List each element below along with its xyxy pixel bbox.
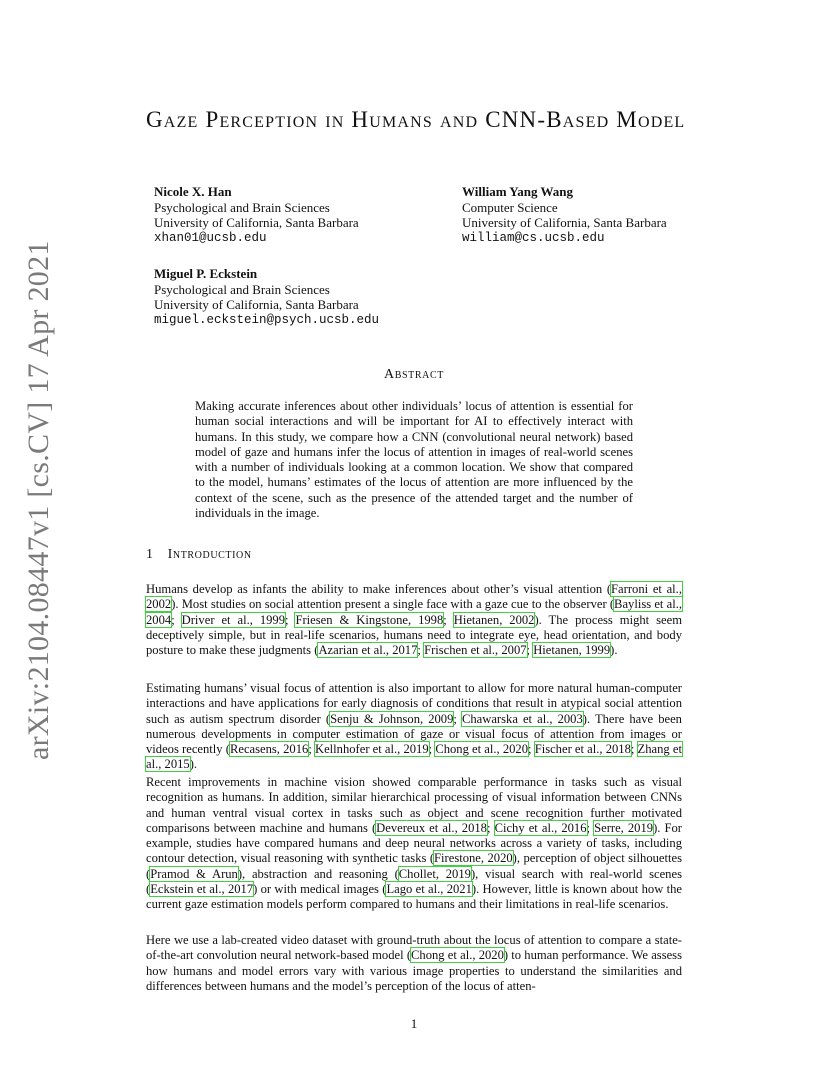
author-email[interactable]: miguel.eckstein@psych.ucsb.edu (154, 312, 380, 327)
arxiv-identifier-stamp: arXiv:2104.08447v1 [cs.CV] 17 Apr 2021 (22, 240, 55, 760)
citation-link[interactable]: Chong et al., 2020 (435, 742, 529, 757)
citation-link[interactable]: Farroni et al., 2002 (146, 582, 682, 612)
author-block (154, 266, 379, 328)
abstract-heading: Abstract (384, 367, 444, 382)
body-paragraph: Here we use a lab-created video dataset with ground-truth about the locus of attention to compare a state-of-the-art convolution neural network-based model (Chong et al., 2020) to human performance. We assess how humans and model errors vary with various image properties to understand the similarities and differences between humans and the model’s perception of the locus of atten- (146, 933, 682, 993)
page-number: 1 (410, 1016, 418, 1031)
citation-link[interactable]: Chollet, 2019 (398, 866, 471, 881)
citation-link[interactable]: Zhang et al., 2015 (146, 742, 682, 772)
citation-link[interactable]: Recasens, 2016 (229, 742, 309, 757)
citation-link[interactable]: Senju & Johnson, 2009 (330, 711, 454, 726)
body-paragraph: Recent improvements in machine vision showed comparable performance in tasks such as visual recognition as humans. In addition, similar hierarchical processing of visual information between CNNs and human ventral visual cortex in tasks such as object and scene recognition further motivated comparisons between machine and humans (Devereux et al., 2018; Cichy et al., 2016; Serre, 2019). For example, studies have compared humans and deep neural networks across a variety of tasks, including contour detection, visual reasoning with synthetic tasks (Firestone, 2020), perception of object silhouettes (Pramod & Arun), abstraction and reasoning (Chollet, 2019), visual search with real-world scenes (Eckstein et al., 2017) or with medical images (Lago et al., 2021). However, little is known about how the current gaze estimation models perform compared to humans and their limitations in real-life scenarios. (146, 775, 682, 912)
section-title: Introduction (167, 547, 252, 562)
author-name: Nicole X. Han (154, 184, 232, 199)
citation-link[interactable]: Pramod & Arun (150, 866, 238, 881)
citation-link[interactable]: Azarian et al., 2017 (318, 643, 418, 658)
author-name: Miguel P. Eckstein (154, 266, 258, 281)
citation-link[interactable]: Fischer et al., 2018 (534, 742, 631, 757)
citation-link[interactable]: Driver et al., 1999 (181, 612, 286, 627)
author-affiliation: University of California, Santa Barbara (154, 297, 359, 312)
citation-link[interactable]: Frischen et al., 2007 (424, 643, 527, 658)
author-block (154, 184, 359, 246)
citation-link[interactable]: Chong et al., 2020 (411, 948, 504, 963)
citation-link[interactable]: Lago et al., 2021 (386, 882, 472, 897)
citation-link[interactable]: Firestone, 2020 (434, 851, 513, 866)
citation-link[interactable]: Cichy et al., 2016 (494, 820, 587, 835)
citation-link[interactable]: Kellnhofer et al., 2019 (314, 742, 429, 757)
body-paragraph: Humans develop as infants the ability to make inferences about other’s visual attention (Farroni et al., 2002). Most studies on social attention present a single face with a gaze cue to the observer (Bayliss et al., 2004; Driver et al., 1999; Friesen & Kingstone, 1998; Hietanen, 2002). The process might seem deceptively simple, but in real-life scenarios, humans need to integrate eye, head orientation, and body posture to make these judgments (Azarian et al., 2017; Frischen et al., 2007; Hietanen, 1999). (146, 582, 682, 658)
citation-link[interactable]: Bayliss et al., 2004 (146, 597, 682, 627)
author-block (462, 184, 667, 246)
citation-link[interactable]: Hietanen, 1999 (533, 643, 611, 658)
author-affiliation: University of California, Santa Barbara (462, 215, 667, 230)
paper-title: Gaze Perception in Humans and CNN-Based Model (146, 107, 686, 132)
citation-link[interactable]: Friesen & Kingstone, 1998 (295, 612, 444, 627)
author-email[interactable]: william@cs.ucsb.edu (462, 230, 605, 245)
author-email[interactable]: xhan01@ucsb.edu (154, 230, 267, 245)
citation-link[interactable]: Chawarska et al., 2003 (461, 711, 583, 726)
abstract-text: Making accurate inferences about other individuals’ locus of attention is essential for human social interactions and will be important for AI to effectively interact with humans. In this study, we compare how a CNN (convolutional neural network) based model of gaze and humans infer the locus of attention in images of real-world scenes with a number of individuals looking at a common location. We show that compared to the model, humans’ estimates of the locus of attention are more influenced by the context of the scene, such as the presence of the attended target and the number of individuals in the image. (195, 399, 633, 521)
section-number: 1 (146, 547, 154, 562)
citation-link[interactable]: Devereux et al., 2018 (376, 820, 487, 835)
citation-link[interactable]: Eckstein et al., 2017 (150, 882, 254, 897)
citation-link[interactable]: Hietanen, 2002 (453, 612, 535, 627)
author-department: Psychological and Brain Sciences (154, 199, 330, 215)
author-name: William Yang Wang (462, 184, 574, 199)
author-department: Computer Science (462, 199, 558, 215)
author-affiliation: University of California, Santa Barbara (154, 215, 359, 230)
author-department: Psychological and Brain Sciences (154, 281, 330, 297)
citation-link[interactable]: Serre, 2019 (594, 820, 654, 835)
body-paragraph: Estimating humans’ visual focus of attention is also important to allow for more natural human-computer interactions and have applications for early diagnosis of conditions that result in atypical social attention such as autism spectrum disorder (Senju & Johnson, 2009; Chawarska et al., 2003). There have been numerous developments in computer estimation of gaze or visual focus of attention from images or videos recently (Recasens, 2016; Kellnhofer et al., 2019; Chong et al., 2020; Fischer et al., 2018; Zhang et al., 2015). (146, 681, 682, 772)
section-heading (146, 547, 252, 563)
